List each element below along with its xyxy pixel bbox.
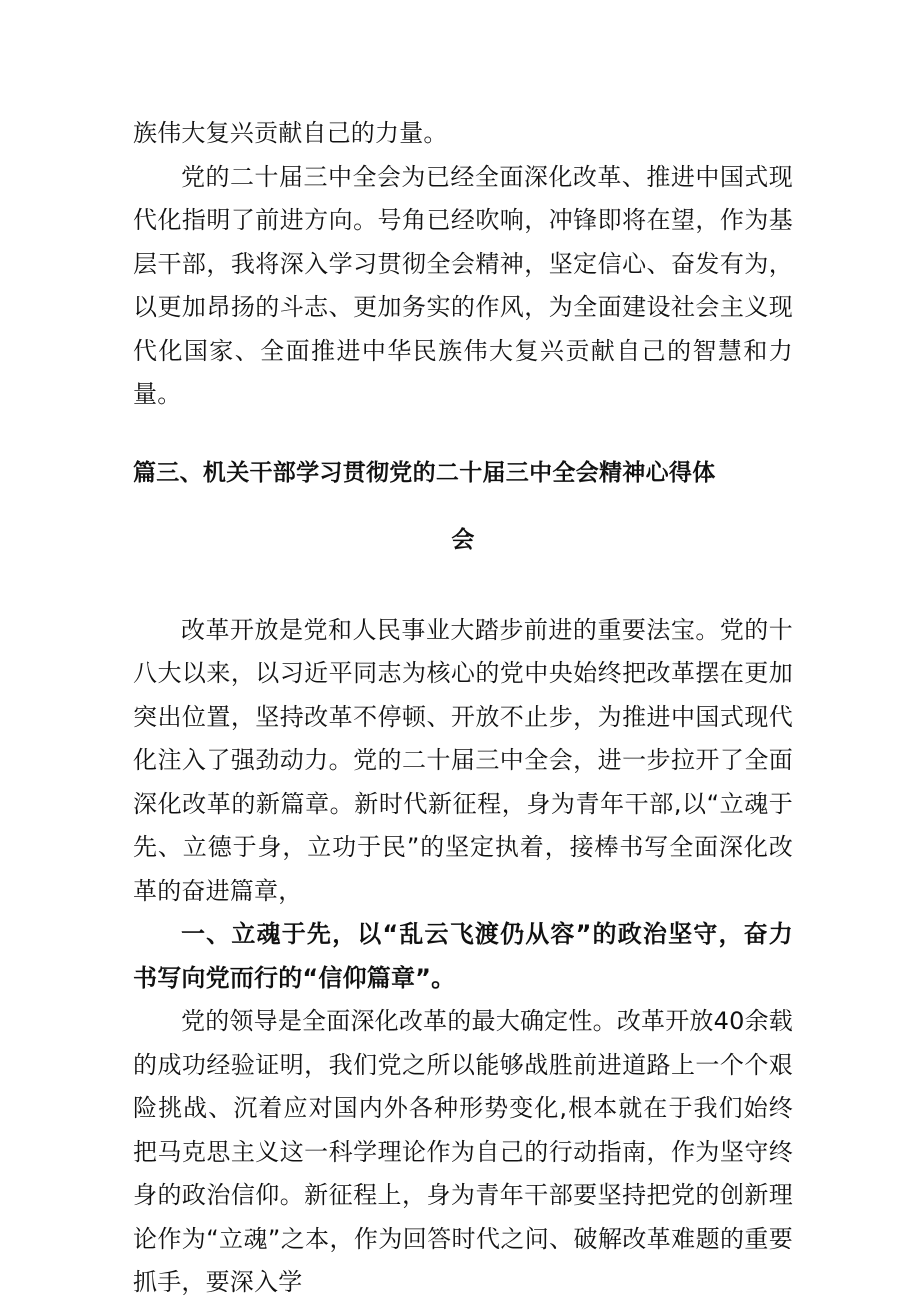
section-title-line2: 会 (451, 526, 475, 553)
spacer (133, 417, 793, 455)
subheading-one: 一、立魂于先，以“乱云飞渡仍从容”的政治坚守，奋力书写向党而行的“信仰篇章”。 (133, 920, 793, 992)
section-title-line1: 篇三、机关干部学习贯彻党的二十届三中全会精神心得体 (133, 459, 716, 486)
paragraph-intro: 改革开放是党和人民事业大踏步前进的重要法宝。党的十八大以来，以习近平同志为核心的党中央始终把改革摆在更加突出位置，坚持改革不停顿、开放不止步，为推进中国式现代化注入了强劲动力。党的二十届三中全会，进一步拉开了全面深化改革的新篇章。新时代新征程，身为青年干部,以“立魂于先、立德于身，立功于民”的坚定执着，接棒书写全面深化改革的奋进篇章， (133, 615, 793, 905)
spacer (133, 559, 793, 609)
document-body (133, 112, 793, 1305)
paragraph-conclusion: 党的二十届三中全会为已经全面深化改革、推进中国式现代化指明了前进方向。号角已经吹响，冲锋即将在望，作为基层干部，我将深入学习贯彻全会精神，坚定信心、奋发有为，以更加昂扬的斗志、更加务实的作风，为全面建设社会主义现代化国家、全面推进中华民族伟大复兴贡献自己的智慧和力量。 (133, 162, 793, 408)
paragraph-continuation: 族伟大复兴贡献自己的力量。 (133, 119, 448, 147)
paragraph-body: 党的领导是全面深化改革的最大确定性。改革开放40余载的成功经验证明，我们党之所以能够战胜前进道路上一个个艰险挑战、沉着应对国内外各种形势变化,根本就在于我们始终把马克思主义这一科学理论作为自己的行动指南，作为坚守终身的政治信仰。新征程上，身为青年干部要坚持把党的创新理论作为“立魂”之本，作为回答时代之问、破解改革难题的重要抓手，要深入学 (133, 1007, 793, 1296)
